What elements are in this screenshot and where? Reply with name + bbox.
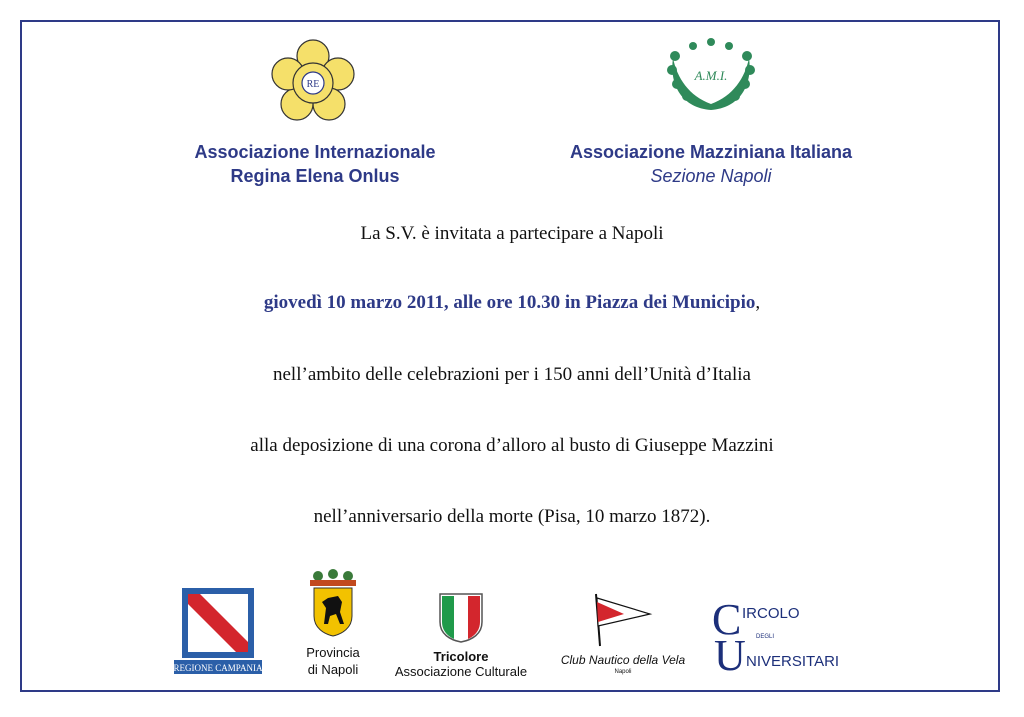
club-line2: Napoli [614, 669, 632, 675]
pennant-flag-icon [552, 592, 694, 648]
rose-monogram: RE [306, 79, 320, 90]
circolo-niversitari: NIVERSITARI [746, 653, 840, 670]
left-org-line1: Associazione Internazionale [194, 142, 436, 162]
tricolore-shield-icon [436, 592, 486, 644]
left-org-line2: Regina Elena Onlus [230, 166, 400, 186]
ami-wreath-logo [663, 38, 759, 114]
provincia-napoli-logo [296, 568, 370, 677]
circolo-big-c: C [712, 596, 742, 644]
right-org-line1: Associazione Mazziniana Italiana [569, 142, 853, 162]
campania-label: REGIONE CAMPANIA [173, 663, 263, 673]
regione-campania-logo [172, 586, 264, 678]
right-org-name [528, 140, 894, 188]
event-date-place [0, 291, 1024, 315]
wreath-monogram: A.M.I. [694, 68, 728, 83]
invitation-intro: La S.V. è invitata a partecipare a Napoli [360, 223, 664, 244]
circolo-ircolo: IRCOLO [742, 605, 800, 622]
circolo-big-u: U [714, 631, 746, 672]
campania-shield-icon [172, 586, 264, 678]
tricolore-line1: Tricolore [433, 649, 489, 664]
club-line1: Club Nautico della Vela [560, 653, 686, 667]
event-date-place-tail: , [755, 292, 761, 313]
event-action: alla deposizione di una corona d’alloro al busto di Giuseppe Mazzini [250, 435, 774, 456]
event-date-place-text: giovedì 10 marzo 2011, alle ore 10.30 in Piazza dei Municipio [263, 292, 756, 313]
event-context: nell’ambito delle celebrazioni per i 150 anni dell’Unità d’Italia [273, 364, 751, 385]
tricolore-logo [386, 592, 536, 679]
circolo-universitari-logo [712, 596, 862, 672]
circolo-monogram-icon [712, 596, 862, 672]
provincia-line2: di Napoli [307, 662, 359, 677]
provincia-line1: Provincia [306, 645, 360, 660]
right-org-line2: Sezione Napoli [650, 166, 772, 186]
circolo-degli: DEGLI [756, 634, 775, 640]
club-nautico-logo [552, 592, 694, 676]
horse-shield-icon [296, 568, 370, 638]
event-anniversary: nell’anniversario della morte (Pisa, 10 marzo 1872). [313, 506, 711, 527]
left-org-name [150, 140, 480, 188]
tricolore-line2: Associazione Culturale [394, 664, 528, 679]
regina-elena-rose-logo [268, 38, 358, 128]
